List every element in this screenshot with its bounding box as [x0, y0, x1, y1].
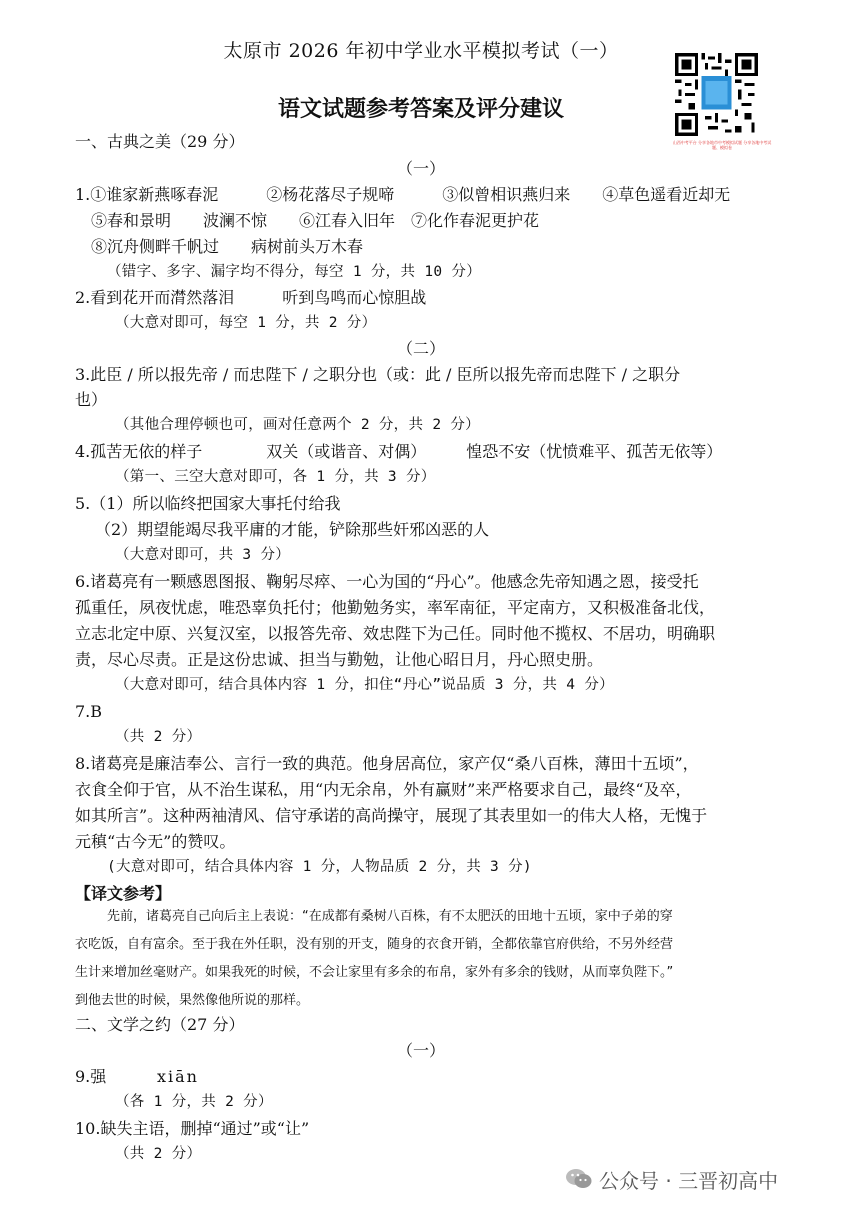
translation-line: 先前，诸葛亮自己向后主上表说：“在成都有桑树八百株，有不太肥沃的田地十五顷，家中子弟的穿 — [107, 909, 673, 924]
q8-scoring-note: (大意对即可，结合具体内容 1 分，人物品质 2 分，共 3 分) — [107, 859, 532, 875]
q10-answer: 10.缺失主语，删掉“通过”或“让” — [75, 1119, 310, 1138]
translation-line: 生计来增加丝毫财产。如果我死的时候，不会让家里有多余的布帛，家外有多余的钱财，从而辜负陛下。” — [75, 965, 674, 980]
wechat-icon — [565, 1167, 593, 1191]
q9-scoring-note: （各 1 分，共 2 分） — [115, 1094, 273, 1110]
translation-heading: 【译文参考】 — [75, 884, 172, 903]
qr-caption: 山西中考平台 分享各地市中考模拟试题 分享各地中考试题、模拟卷 — [672, 140, 772, 150]
q8-answer-line: 8.诸葛亮是廉洁奉公、言行一致的典范。他身居高位，家产仅“桑八百株，薄田十五顷”， — [75, 754, 699, 773]
q2-answer: 2.看到花开而潸然落泪 听到鸟鸣而心惊胆战 — [75, 288, 427, 307]
q8-answer-line: 如其所言”。这种两袖清风、信守承诺的高尚操守，展现了其表里如一的伟大人格，无愧于 — [75, 806, 708, 825]
q3-answer-line: 也） — [75, 390, 108, 409]
q6-answer-line: 立志北定中原、兴复汉室，以报答先帝、效忠陛下为己任。同时他不揽权、不居功，明确职 — [75, 624, 716, 643]
q9-pinyin: xiān — [157, 1067, 199, 1086]
exam-title: 太原市 2026 年初中学业水平模拟考试（一） — [223, 40, 619, 62]
part-label: （一） — [396, 1041, 445, 1060]
q1-answer-line: ⑧沉舟侧畔千帆过 病树前头万木春 — [91, 237, 364, 256]
part-label: （一） — [396, 159, 445, 178]
q6-answer-line: 6.诸葛亮有一颗感恩图报、鞠躬尽瘁、一心为国的“丹心”。他感念先帝知遇之恩，接受托 — [75, 572, 699, 591]
q1-answer-line: ⑤春和景明 波澜不惊 ⑥江春入旧年 ⑦化作春泥更护花 — [91, 211, 540, 230]
section-heading-classical: 一、古典之美（29 分） — [75, 132, 245, 151]
q6-answer-line: 责，尽心尽责。正是这份忠诚、担当与勤勉，让他心昭日月，丹心照史册。 — [75, 650, 604, 669]
q6-answer-line: 孤重任，夙夜忧虑，唯恐辜负托付；他勤勉务实，率军南征，平定南方，又积极准备北伐， — [75, 598, 716, 617]
q4-scoring-note: （第一、三空大意对即可，各 1 分，共 3 分） — [115, 469, 436, 485]
q5-answer-line: （2）期望能竭尽我平庸的才能，铲除那些奸邪凶恶的人 — [95, 520, 490, 539]
q5-answer-line: 5.（1）所以临终把国家大事托付给我 — [75, 494, 341, 513]
qr-code-icon — [675, 53, 758, 136]
q5-scoring-note: （大意对即可，共 3 分） — [115, 547, 291, 563]
watermark-text: 公众号 · 三晋初高中 — [599, 1168, 779, 1193]
translation-line: 到他去世的时候，果然像他所说的那样。 — [75, 993, 310, 1008]
q2-scoring-note: （大意对即可，每空 1 分，共 2 分） — [115, 315, 377, 331]
section-heading-literature: 二、文学之约（27 分） — [75, 1015, 245, 1034]
q6-scoring-note: （大意对即可，结合具体内容 1 分，扣住“丹心”说品质 3 分，共 4 分） — [115, 677, 614, 693]
q8-answer-line: 元稹“古今无”的赞叹。 — [75, 832, 236, 851]
wechat-watermark — [565, 1163, 778, 1195]
page-title: 语文试题参考答案及评分建议 — [277, 97, 564, 122]
q7-scoring-note: （共 2 分） — [115, 729, 202, 745]
translation-line: 衣吃饭，自有富余。至于我在外任职，没有别的开支，随身的衣食开销，全都依靠官府供给，不另外经营 — [75, 937, 674, 952]
part-label: （二） — [396, 339, 445, 358]
q7-answer: 7.B — [75, 702, 103, 721]
q8-answer-line: 衣食全仰于官，从不治生谋私，用“内无余帛，外有赢财”来严格要求自己，最终“及卒， — [75, 780, 692, 799]
q3-answer-line: 3.此臣 / 所以报先帝 / 而忠陛下 / 之职分也（或：此 / 臣所以报先帝而忠陛下 / 之职分 — [75, 365, 681, 384]
q4-answer: 4.孤苦无依的样子 双关（或谐音、对偶） 惶恐不安（忧愤难平、孤苦无依等） — [75, 442, 723, 461]
q9-answer: 9.强 — [75, 1067, 107, 1086]
q3-scoring-note: （其他合理停顿也可，画对任意两个 2 分，共 2 分） — [115, 417, 480, 433]
q1-scoring-note: （错字、多字、漏字均不得分，每空 1 分，共 10 分） — [107, 264, 482, 280]
q10-scoring-note: （共 2 分） — [115, 1146, 202, 1162]
q1-answer-line: 1.①谁家新燕啄春泥 ②杨花落尽子规啼 ③似曾相识燕归来 ④草色遥看近却无 — [75, 185, 731, 204]
